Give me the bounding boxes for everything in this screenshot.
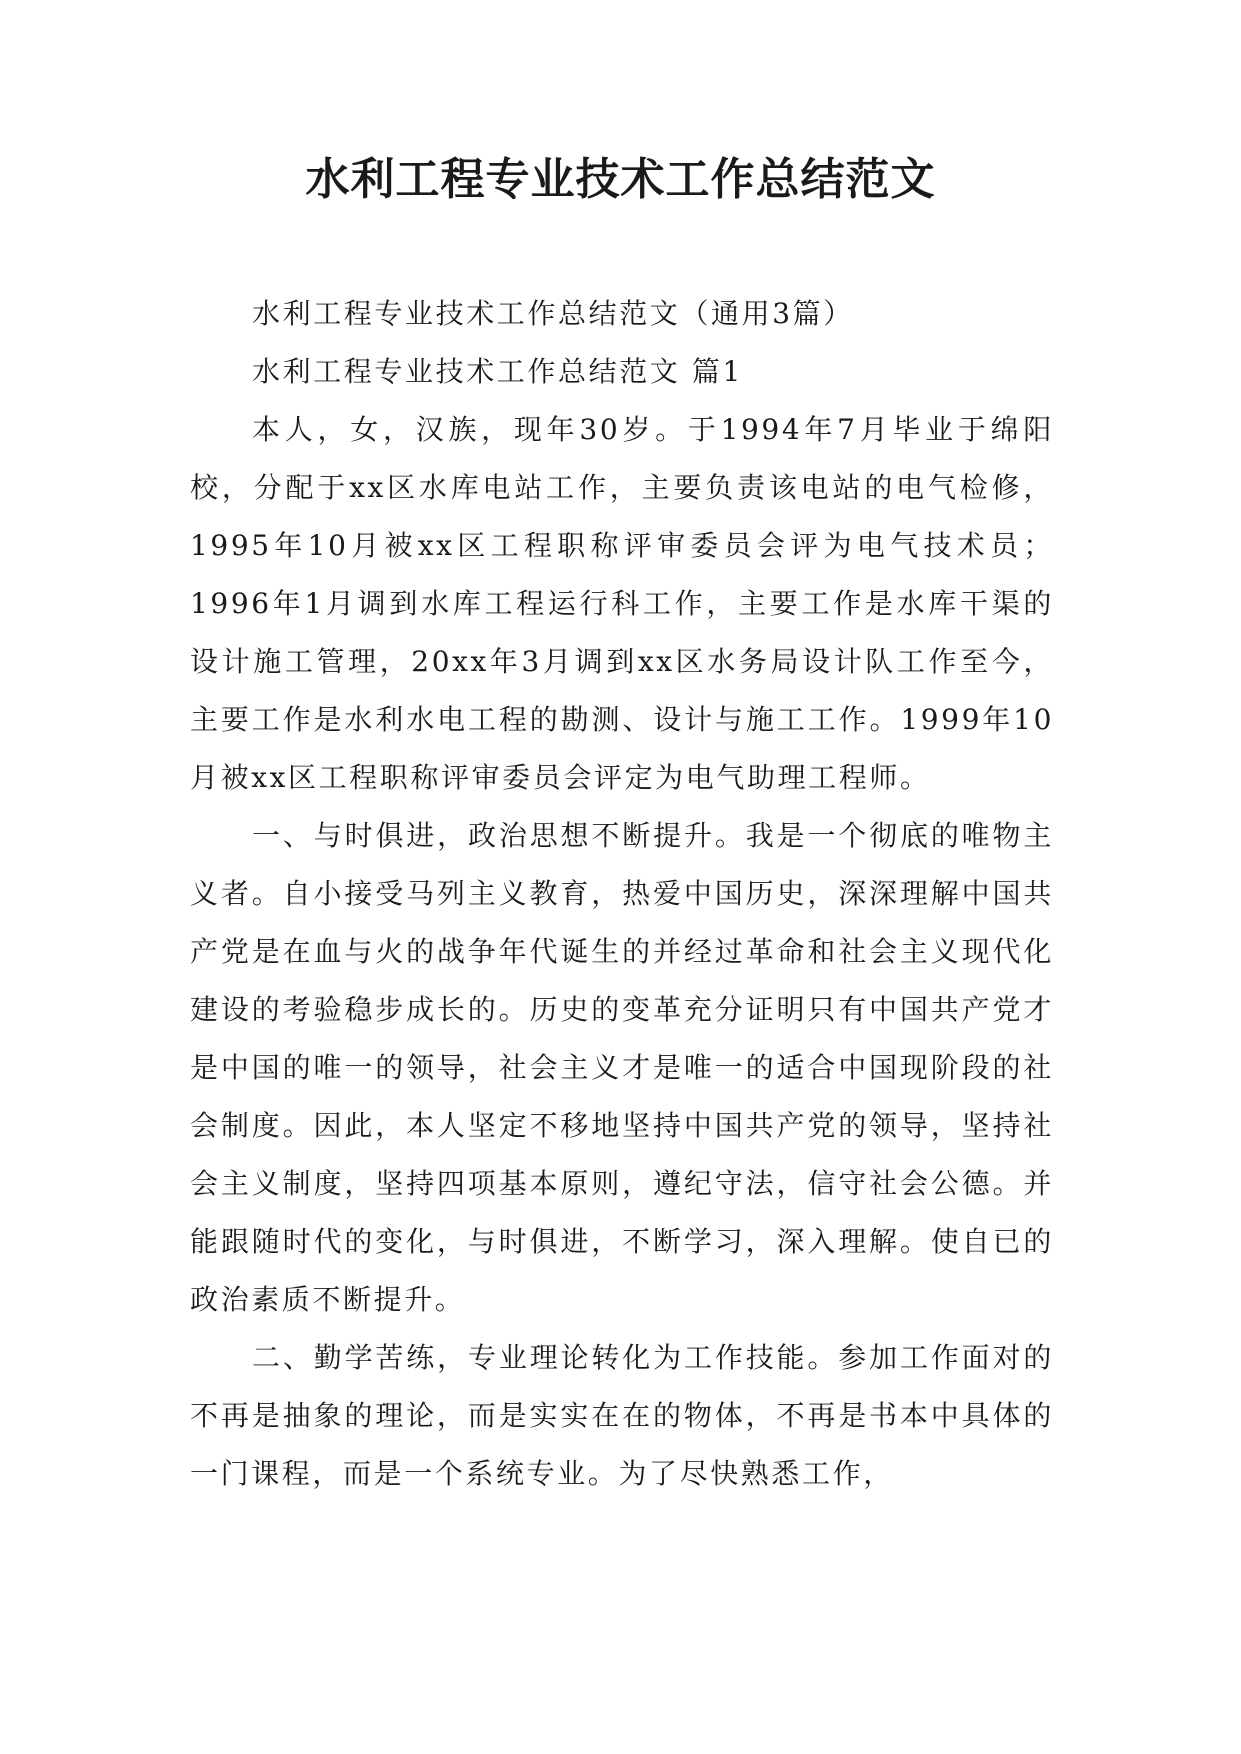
document-body (190, 285, 1054, 1503)
document-title: 水利工程专业技术工作总结范文 (305, 154, 936, 205)
paragraph-politics: 一、与时俱进，政治思想不断提升。我是一个彻底的唯物主义者。自小接受马列主义教育，热爱中国历史，深深理解中国共产党是在血与火的战争年代诞生的并经过革命和社会主义现代化建设的考验稳步成长的。历史的变革充分证明只有中国共产党才是中国的唯一的领导，社会主义才是唯一的适合中国现阶段的社会制度。因此，本人坚定不移地坚持中国共产党的领导，坚持社会主义制度，坚持四项基本原则，遵纪守法，信守社会公德。并能跟随时代的变化，与时俱进，不断学习，深入理解。使自已的政治素质不断提升。 (190, 819, 1054, 1316)
paragraph-intro: 本人，女，汉族，现年30岁。于1994年7月毕业于绵阳校，分配于xx区水库电站工作，主要负责该电站的电气检修，1995年10月被xx区工程职称评审委员会评为电气技术员；1996年1月调到水库工程运行科工作，主要工作是水库干渠的设计施工管理，20xx年3月调到xx区水务局设计队工作至今，主要工作是水利水电工程的勘测、设计与施工工作。1999年10月被xx区工程职称评审委员会评定为电气助理工程师。 (190, 413, 1054, 794)
paragraph-subtitle: 水利工程专业技术工作总结范文（通用3篇） (252, 297, 854, 330)
paragraph-section-heading: 水利工程专业技术工作总结范文 篇1 (252, 355, 743, 388)
paragraph-skills: 二、勤学苦练，专业理论转化为工作技能。参加工作面对的不再是抽象的理论，而是实实在在的物体，不再是书本中具体的一门课程，而是一个系统专业。为了尽快熟悉工作， (190, 1341, 1054, 1490)
